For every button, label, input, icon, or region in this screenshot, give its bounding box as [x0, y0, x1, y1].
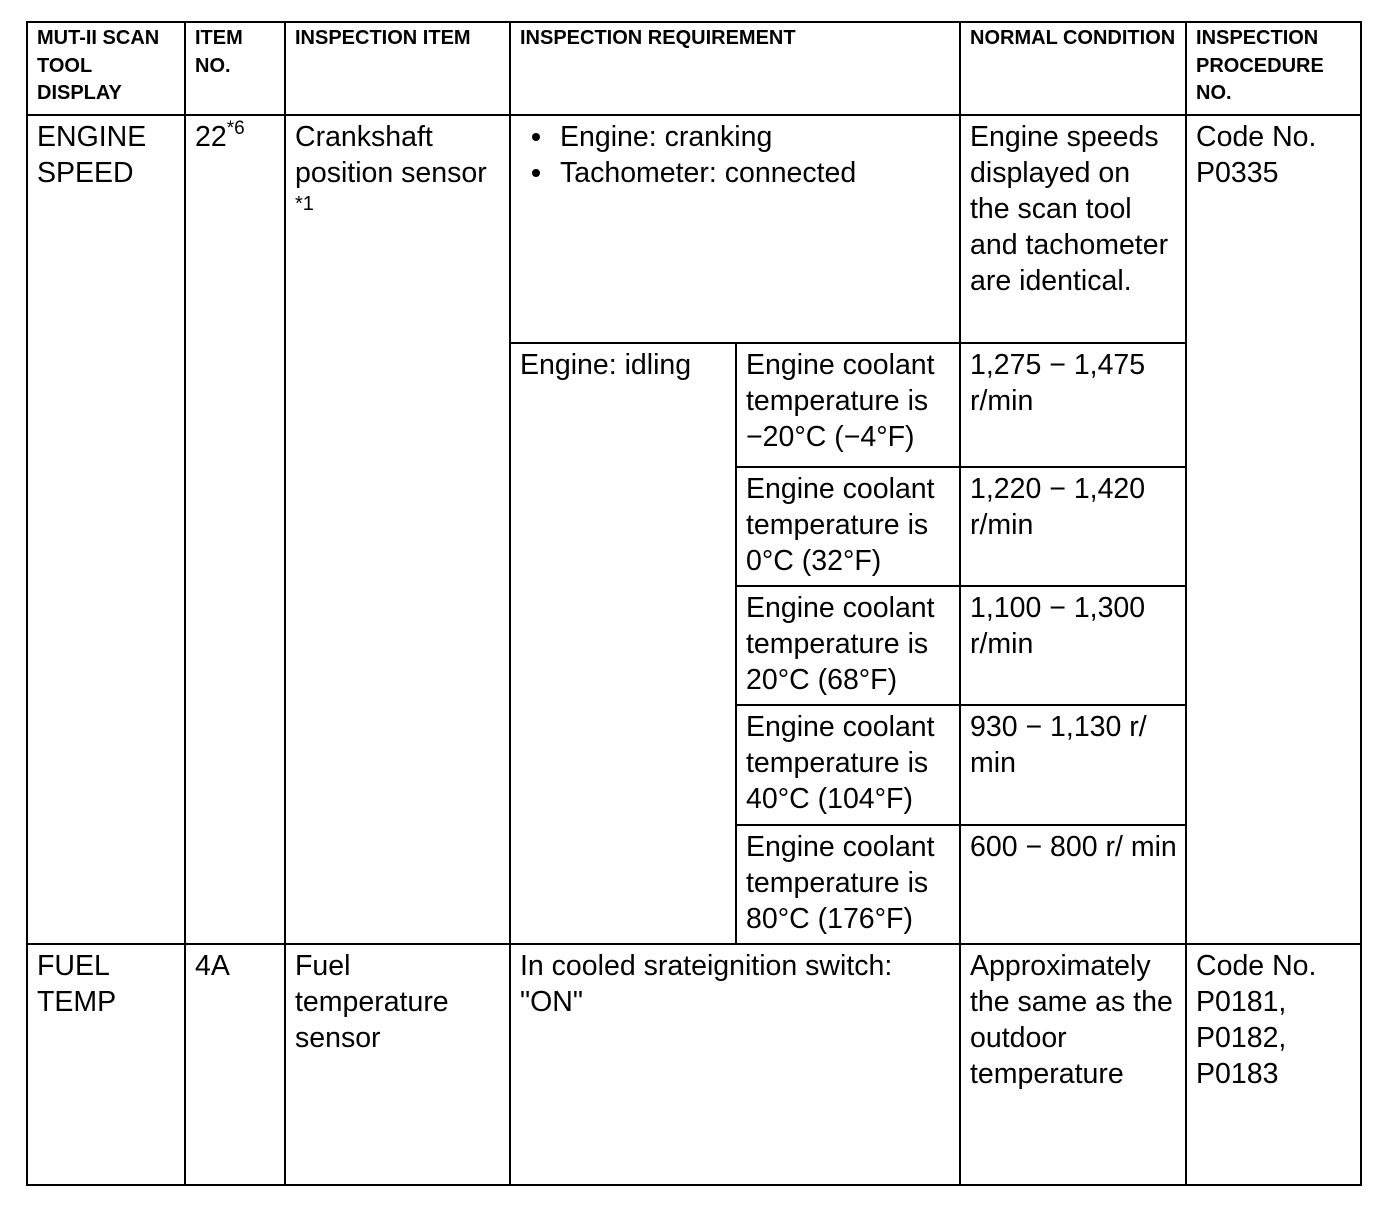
cranking-normal-condition: Engine speeds displayed on the scan tool and tachometer are identical. — [960, 115, 1186, 343]
engine-speed-display-cell — [27, 115, 185, 944]
idling-normal: 1,220 − 1,420 r/min — [960, 467, 1186, 586]
fuel-temp-item: Fuel temperature sensor — [285, 944, 510, 1185]
idling-condition: Engine coolant temperature is 40°C (104°F) — [736, 705, 960, 825]
header-inspection-item: INSPECTION ITEM — [285, 22, 510, 115]
engine-speed-item: Crankshaft position sensor — [295, 121, 487, 189]
fuel-temp-normal: Approximately the same as the outdoor temperature — [960, 944, 1186, 1185]
idling-condition: Engine coolant temperature is −20°C (−4°F) — [736, 343, 960, 467]
idling-condition: Engine coolant temperature is 80°C (176°F) — [736, 825, 960, 944]
fuel-temp-item-no: 4A — [185, 944, 285, 1185]
cranking-requirement-list — [520, 119, 951, 191]
procedure-line: Code No. — [1196, 950, 1317, 982]
fuel-temp-procedure-cell — [1186, 944, 1361, 1185]
header-inspection-requirement: INSPECTION REQUIREMENT — [510, 22, 960, 115]
idling-normal: 600 − 800 r/ min — [960, 825, 1186, 944]
list-item: Tachometer: connected — [520, 155, 951, 191]
inspection-table — [26, 21, 1362, 1186]
item-no-footnote: *6 — [226, 118, 245, 139]
idling-normal: 1,275 − 1,475 r/min — [960, 343, 1186, 467]
idling-normal: 1,100 − 1,300 r/min — [960, 586, 1186, 705]
engine-speed-item-cell — [285, 115, 510, 944]
engine-speed-display: ENGINE SPEED — [37, 121, 147, 189]
cranking-requirement-cell — [510, 115, 960, 343]
idling-label: Engine: idling — [510, 343, 736, 944]
idling-condition: Engine coolant temperature is 20°C (68°F) — [736, 586, 960, 705]
header-scan-tool-display: MUT-II SCAN TOOL DISPLAY — [27, 22, 185, 115]
engine-speed-procedure: Code No. P0335 — [1186, 115, 1361, 944]
header-item-no: ITEM NO. — [185, 22, 285, 115]
table-row — [27, 115, 1361, 343]
engine-speed-item-no-cell — [185, 115, 285, 944]
idling-condition: Engine coolant temperature is 0°C (32°F) — [736, 467, 960, 586]
header-row — [27, 22, 1361, 115]
list-item: Engine: cranking — [520, 119, 951, 155]
procedure-line: P0182, — [1196, 1022, 1287, 1054]
fuel-temp-requirement: In cooled srateignition switch: "ON" — [510, 944, 960, 1185]
procedure-line: P0183 — [1196, 1058, 1279, 1090]
fuel-temp-display: FUEL TEMP — [27, 944, 185, 1185]
engine-speed-item-no: 22 — [195, 121, 227, 153]
idling-normal: 930 − 1,130 r/ min — [960, 705, 1186, 825]
table-row — [27, 944, 1361, 1185]
item-footnote: *1 — [295, 193, 314, 215]
header-normal-condition: NORMAL CONDITION — [960, 22, 1186, 115]
procedure-line: P0181, — [1196, 986, 1287, 1018]
header-inspection-procedure: INSPECTION PROCEDURE NO. — [1186, 22, 1361, 115]
